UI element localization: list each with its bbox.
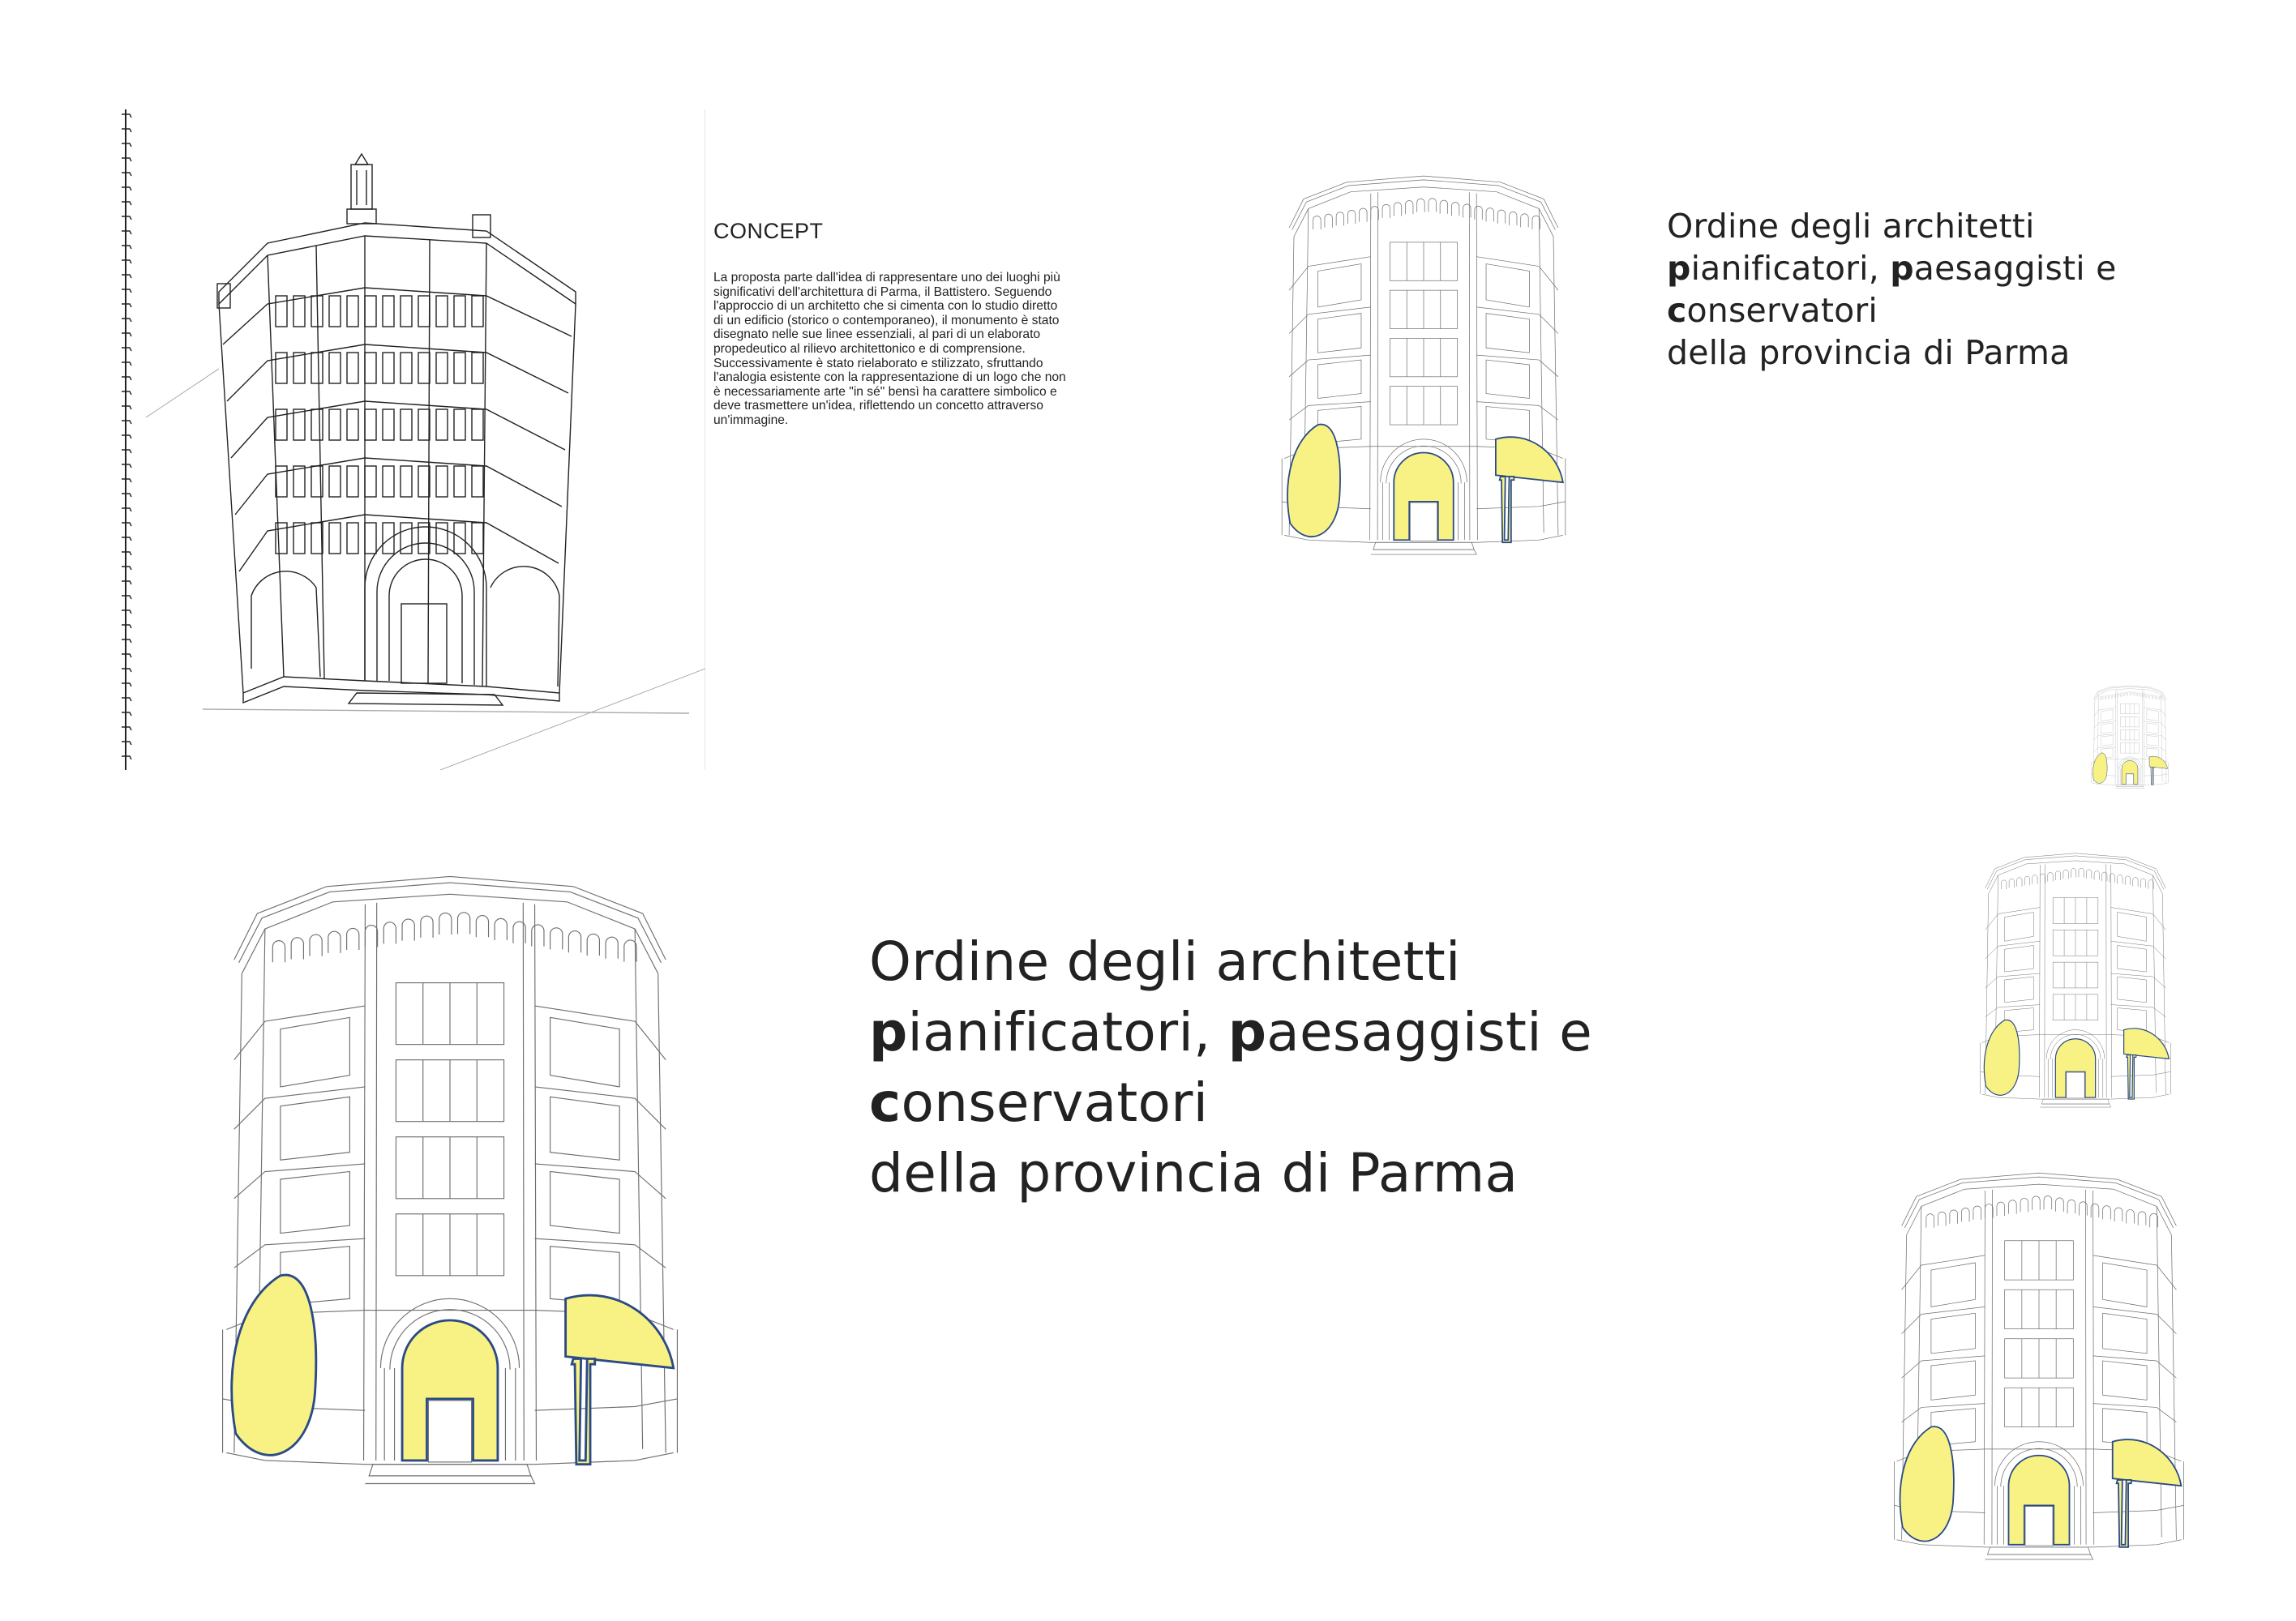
wordmark-line-3: conservatori <box>869 1071 1209 1134</box>
concept-paragraph: Successivamente è stato rielaborato e stilizzato, sfruttando l'analogia esistente con la rappresentazione di un logo che non è necessariamente arte "in sé" bensì ha carattere simbolico e deve trasmettere un'idea, riflettendo un concetto attraverso un'immagine. <box>713 356 1066 427</box>
logo-building-medium-icon <box>1262 170 1586 559</box>
wordmark-line-2: pianificatori, paesaggisti e <box>1667 249 2117 288</box>
logo-wordmark-large <box>869 926 1592 1208</box>
initial-p: p <box>869 1001 908 1063</box>
logo-building-medium-2-icon <box>1873 1167 2205 1564</box>
logo-wordmark-small <box>1667 205 2117 374</box>
initial-p: p <box>1890 249 1914 288</box>
initial-p: p <box>1667 249 1691 288</box>
logo-building-tiny-icon <box>2084 684 2176 789</box>
initial-c: c <box>1667 291 1687 330</box>
concept-paragraph: La proposta parte dall'idea di rappresentare uno dei luoghi più significativi dell'architettura di Parma, il Battistero. Seguendo l'approccio di un architetto che si cimenta con lo studio diretto di un edificio (storico o contemporaneo), il monumento è stato disegnato nelle sue linee essenziali, al pari di un elaborato propedeutico al rilievo architettonico e di comprensione. <box>713 271 1060 356</box>
concept-description <box>713 271 1070 428</box>
wordmark-line-1: Ordine degli architetti <box>1667 207 2035 246</box>
wordmark-line-4: della provincia di Parma <box>1667 333 2071 372</box>
wordmark-line-2: pianificatori, paesaggisti e <box>869 1001 1593 1063</box>
wordmark-line-4: della provincia di Parma <box>869 1142 1519 1204</box>
initial-c: c <box>869 1071 902 1134</box>
initial-p: p <box>1227 1001 1267 1063</box>
wordmark-line-1: Ordine degli architetti <box>869 930 1461 993</box>
wordmark-line-3: conservatori <box>1667 291 1878 330</box>
logo-building-small-icon <box>1965 849 2186 1110</box>
concept-title: CONCEPT <box>713 219 824 243</box>
baptistery-sketch-icon <box>122 109 705 770</box>
sketch-drawing <box>122 109 705 770</box>
logo-building-large-icon <box>211 867 689 1491</box>
